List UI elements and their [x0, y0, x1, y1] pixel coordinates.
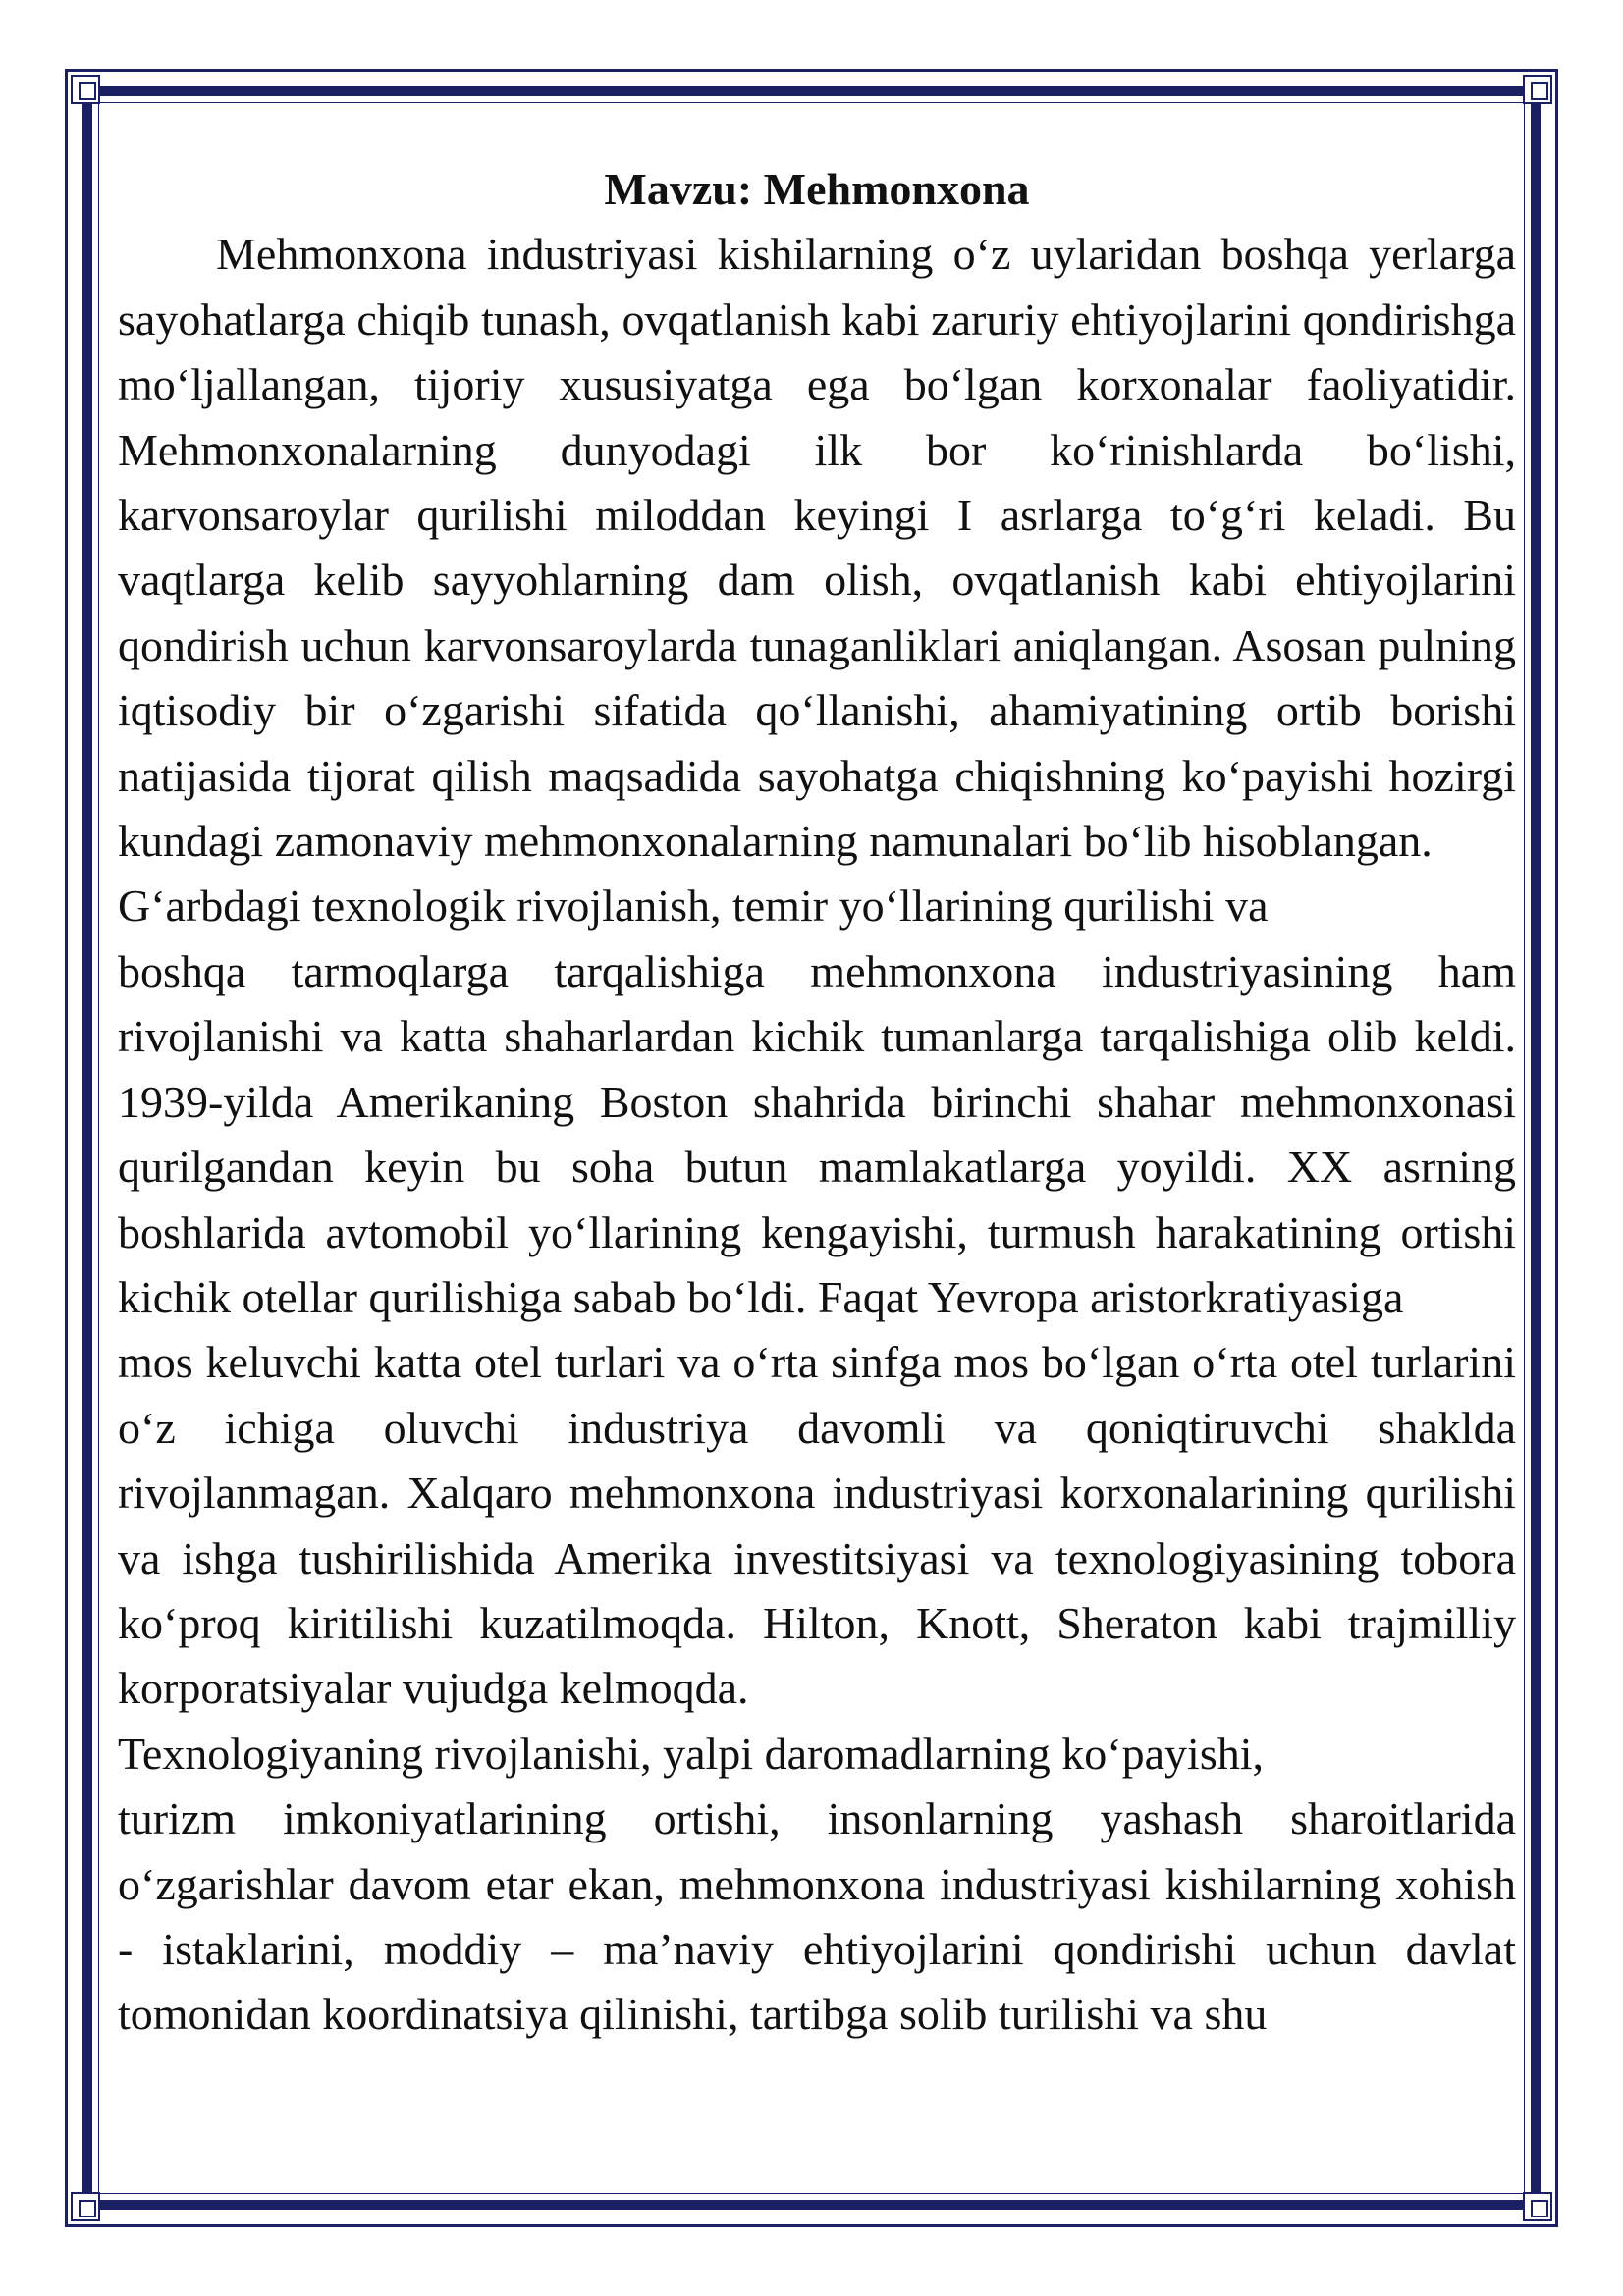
paragraph-1: Mehmonxona industriyasi kishilarning o‘z uylaridan boshqa yerlarga sayohatlarga chiqib tunash, ovqatlanish kabi zaruriy ehtiyojlarini qondirishga mo‘ljallangan, tijoriy xususiyatga ega bo‘lgan korxonalar faoliyatidir. Mehmonxonalarning dunyodagi ilk bor ko‘rinishlarda bo‘lishi, karvonsaroylar qurilishi miloddan keyingi I asrlarga to‘g‘ri keladi. Bu vaqtlarga kelib sayyohlarning dam olish, ovqatlanish kabi ehtiyojlarini qondirish uchun karvonsaroylarda tunaganliklari aniqlangan. Asosan pulning iqtisodiy bir o‘zgarishi sifatida qo‘llanishi, ahamiyatining ortib borishi natijasida tijorat qilish maqsadida sayohatga chiqishning ko‘payishi hozirgi kundagi zamonaviy mehmonxonalarning namunalari bo‘lib hisoblangan. — [118, 229, 1516, 867]
paragraph-4: mos keluvchi katta otel turlari va o‘rta sinfga mos bo‘lgan o‘rta otel turlarini o‘z ichiga oluvchi industriya davomli va qoniqtiruvchi shaklda rivojlanmagan. Xalqaro mehmonxona industriyasi korxonalarining qurilishi va ishga tushirilishida Amerika investitsiyasi va texnologiyasining tobora ko‘proq kiritilishi kuzatilmoqda. Hilton, Knott, Sheraton kabi trajmilliy korporatsiyalar vujudga kelmoqda. — [118, 1337, 1516, 1714]
paragraph-5: Texnologiyaning rivojlanishi, yalpi daromadlarning ko‘payishi, — [118, 1728, 1265, 1779]
corner-ornament-top-right — [1523, 75, 1552, 104]
corner-ornament-top-left — [71, 75, 100, 104]
paragraph-2: G‘arbdagi texnologik rivojlanish, temir yo‘llarining qurilishi va — [118, 881, 1269, 932]
paragraph-3: boshqa tarmoqlarga tarqalishiga mehmonxona industriyasining ham rivojlanishi va katta shaharlardan kichik tumanlarga tarqalishiga olib keldi. 1939-yilda Amerikaning Boston shahrida birinchi shahar mehmonxonasi qurilgandan keyin bu soha butun mamlakatlarga yoyildi. XX asrning boshlarida avtomobil yo‘llarining kengayishi, turmush harakatining ortishi kichik otellar qurilishiga sabab bo‘ldi. Faqat Yevropa aristorkratiyasiga — [118, 945, 1516, 1322]
document-title: Mavzu: Mehmonxona — [604, 164, 1030, 214]
document-body — [118, 157, 1516, 2048]
corner-ornament-bottom-left — [71, 2192, 100, 2221]
corner-ornament-bottom-right — [1523, 2192, 1552, 2221]
paragraph-6: turizm imkoniyatlarining ortishi, insonlarning yashash sharoitlarida o‘zgarishlar davom etar ekan, mehmonxona industriyasi kishilarning xohish - istaklarini, moddiy – ma’naviy ehtiyojlarini qondirishi uchun davlat tomonidan koordinatsiya qilinishi, tartibga solib turilishi va shu — [118, 1793, 1516, 2040]
